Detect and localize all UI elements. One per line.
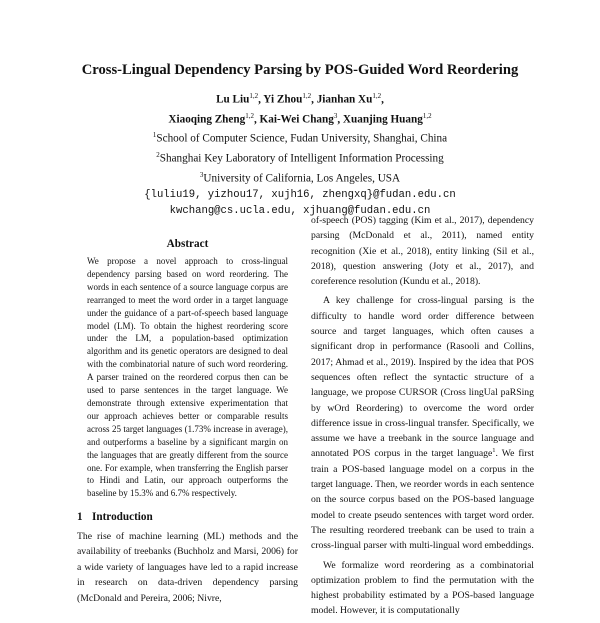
- author-affil-mark: 1,2: [372, 92, 382, 100]
- intro-paragraph: The rise of machine learning (ML) methods and the availability of treebanks (Buchholz and Marsi, 2006) for a wide variety of languages have led to a rapid increase in research on data-driven dependency parsing (McDonald and Pereira, 2006; Nivre,: [77, 531, 298, 604]
- affiliation-text: University of California, Los Angeles, USA: [203, 172, 401, 185]
- author-name: , Kai-Wei Chang: [253, 113, 334, 126]
- affiliation-1: [0, 127, 600, 147]
- author-name: , Jianhan Xu: [311, 93, 373, 106]
- author-line-2: [0, 108, 600, 128]
- affiliation-mark: 2: [156, 151, 160, 160]
- section-number: 1: [77, 511, 83, 523]
- affiliation-3: [0, 167, 600, 187]
- author-affil-mark: 1,2: [249, 92, 259, 100]
- author-affil-mark: 1,2: [302, 92, 312, 100]
- author-name: , Xuanjing Huang: [337, 113, 423, 126]
- affiliation-mark: 3: [199, 170, 204, 179]
- paragraph: We formalize word reordering as a combinatorial optimization problem to find the permutation with the highest probability estimated by a POS-based language model. However, it is computationally: [311, 559, 534, 617]
- paragraph: [311, 293, 534, 553]
- footnote-mark: 1: [492, 447, 496, 455]
- affiliation-text: School of Computer Science, Fudan University, Shanghai, China: [156, 133, 448, 146]
- author-line-1: [0, 88, 600, 108]
- right-column: [311, 213, 534, 623]
- author-separator: ,: [381, 93, 384, 106]
- email-line-2: kwchang@cs.ucla.edu, xjhuang@fudan.edu.cn: [169, 204, 431, 217]
- author-name: , Yi Zhou: [258, 93, 303, 106]
- author-name: Lu Liu: [216, 93, 250, 106]
- paragraph-text: A key challenge for cross-lingual parsing is the difficulty to handle word order difference between source and target languages, which often causes a significant drop in performance (Rasooli and Collins, 2017; Ahmad et al., 2019). Inspired by the idea that POS sequences often reflect the syntactic structure of a language, we propose CURSOR (Cross lingUal paRSing by wOrd Reordering) to overcome the word order difference issue in cross-lingual transfer. Specifically, we assume we have a treebank in the source language and annotated POS corpus in the target language: [311, 295, 534, 460]
- author-block: [0, 88, 600, 219]
- affiliation-mark: 1: [152, 131, 157, 140]
- author-name: Xiaoqing Zheng: [168, 113, 246, 126]
- paper-title: Cross-Lingual Dependency Parsing by POS-Guided Word Reordering: [81, 62, 519, 78]
- author-affil-mark: 1,2: [245, 111, 254, 120]
- abstract-heading: Abstract: [166, 238, 209, 250]
- paragraph: of-speech (POS) tagging (Kim et al., 2017), dependency parsing (McDonald et al., 2011), named entity recognition (Xie et al., 2018), entity linking (Sil et al., 2018), question answering (Joty et al., 2017), and coreference resolution (Kundu et al., 2018).: [311, 215, 534, 288]
- paragraph-text: . We first train a POS-based language model on a corpus in the target language. Then, we reorder words in each sentence on the source corpus based on the POS-based language model to create pseudo sentences with target word order. The resulting reordered treebank can be used to train a cross-lingual parser with multi-lingual word embeddings.: [311, 448, 534, 552]
- email-line-1: {luliu19, yizhou17, xujh16, zhengxq}@fudan.edu.cn: [144, 188, 456, 201]
- abstract-text: We propose a novel approach to cross-lingual dependency parsing based on word reordering. The words in each sentence of a source language corpus are rearranged to meet the word order in a target language under the guidance of a part-of-speech based language model (LM). To obtain the highest reordering score under the LM, a population-based optimization algorithm and its genetic operators are designed to deal with the combinatorial nature of such word reordering. A parser trained on the reordered corpus then can be used to parse sentences in the target language. We demonstrate through extensive experimentation that our approach achieves better or comparable results across 25 target languages (1.73% increase in average), and outperforms a baseline by a significant margin on the languages that are greatly different from the source one. For example, when transferring the English parser to Hindi and Latin, our approach outperforms the baseline by 15.3% and 6.7% respectively.: [87, 256, 288, 499]
- affiliation-2: [0, 147, 600, 167]
- author-affil-mark: 3: [333, 111, 338, 120]
- author-affil-mark: 1,2: [422, 111, 432, 120]
- affiliation-text: Shanghai Key Laboratory of Intelligent Information Processing: [159, 152, 444, 165]
- section-heading: [77, 511, 298, 523]
- section-title: Introduction: [92, 511, 153, 523]
